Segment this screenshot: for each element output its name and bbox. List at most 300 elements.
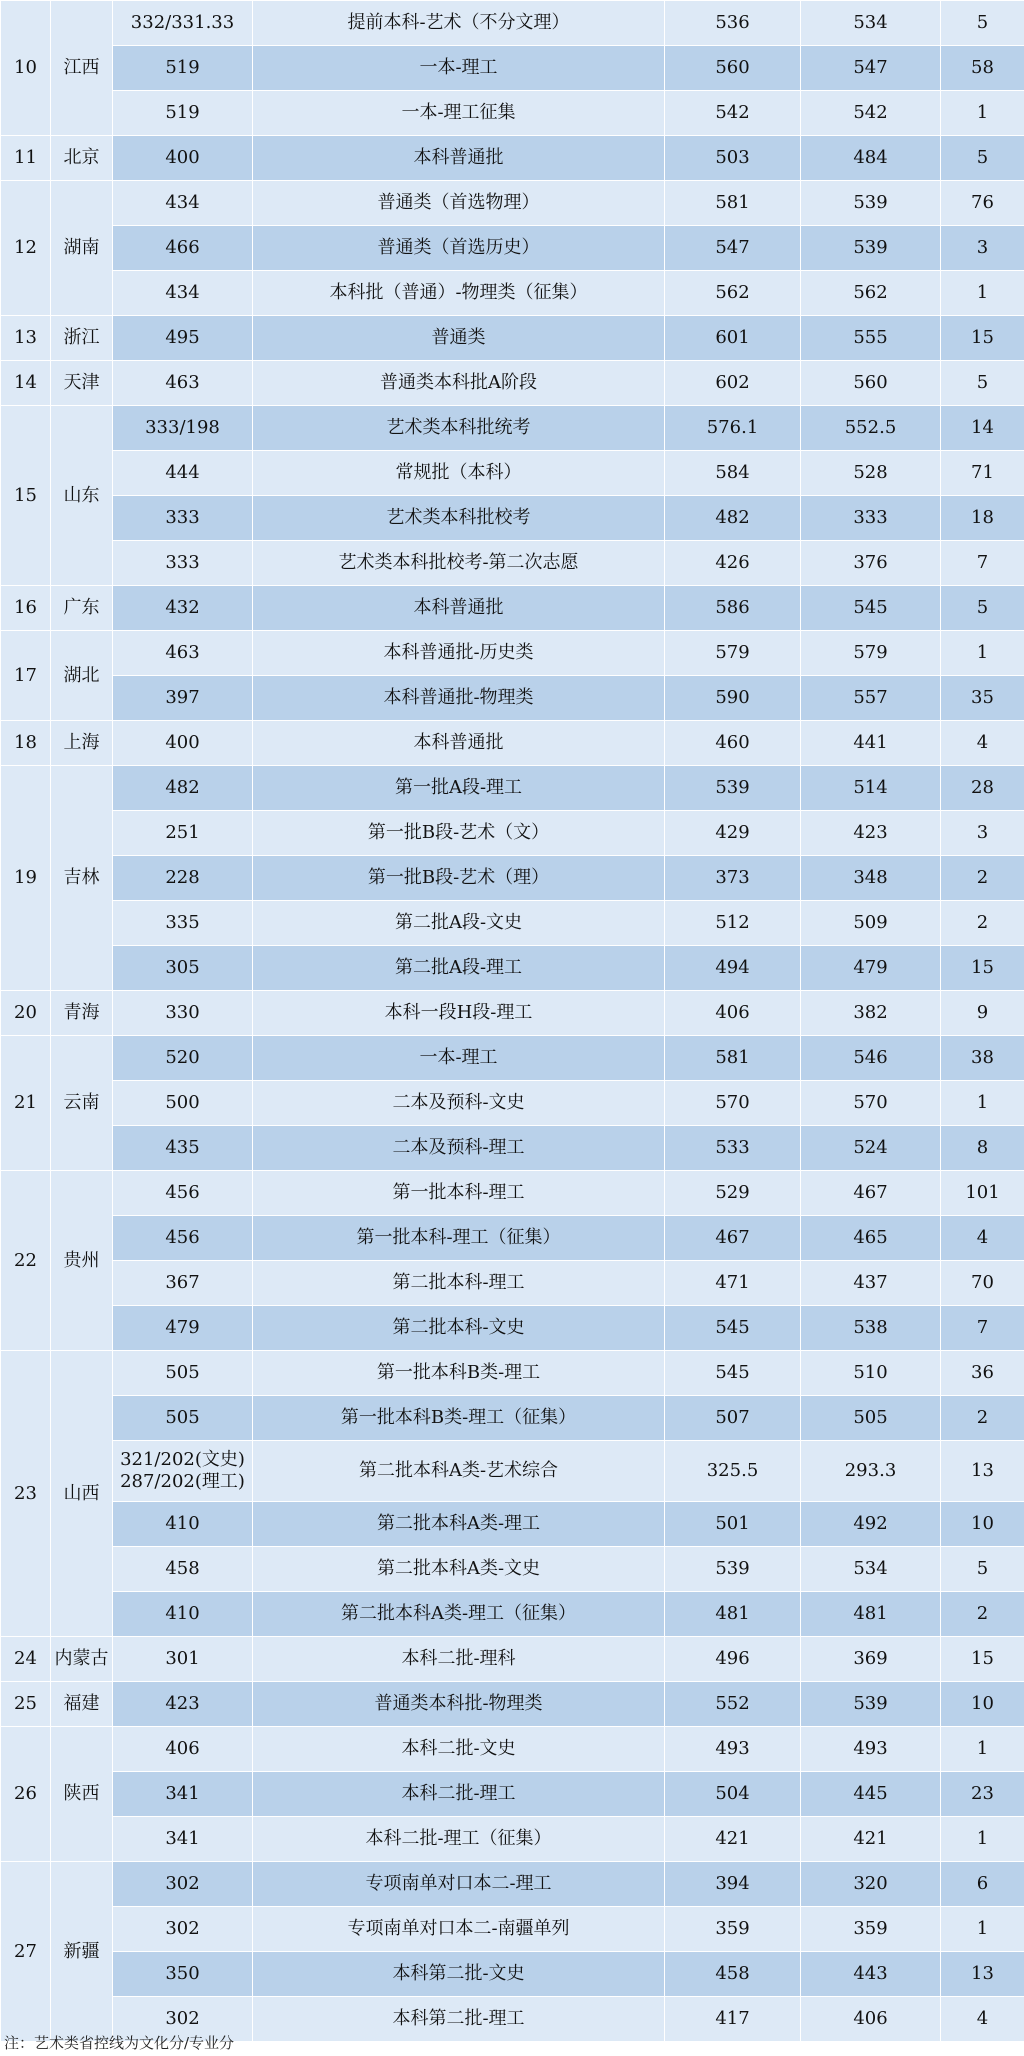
min-score-cell: 493 <box>801 1727 941 1772</box>
count-cell: 5 <box>941 361 1024 406</box>
table-row <box>1 1306 1024 1351</box>
table-row <box>1 181 1024 226</box>
province-number-cell: 22 <box>1 1171 51 1351</box>
table-row <box>1 991 1024 1036</box>
province-number-cell: 14 <box>1 361 51 406</box>
control-line-cell: 435 <box>113 1126 253 1171</box>
count-cell: 5 <box>941 1 1024 46</box>
control-line-cell: 330 <box>113 991 253 1036</box>
max-score-cell: 579 <box>665 631 801 676</box>
count-cell: 15 <box>941 1637 1024 1682</box>
count-cell: 5 <box>941 136 1024 181</box>
province-name-cell: 云南 <box>51 1036 113 1171</box>
max-score-cell: 429 <box>665 811 801 856</box>
control-line-text: 287/202(理工) <box>120 1471 245 1492</box>
table-row <box>1 496 1024 541</box>
min-score-cell: 406 <box>801 1997 941 2042</box>
batch-cell: 艺术类本科批统考 <box>253 406 665 451</box>
table-row <box>1 1171 1024 1216</box>
min-score-cell: 528 <box>801 451 941 496</box>
max-score-cell: 394 <box>665 1862 801 1907</box>
min-score-cell: 524 <box>801 1126 941 1171</box>
control-line-cell: 400 <box>113 721 253 766</box>
province-number-cell: 13 <box>1 316 51 361</box>
control-line-cell: 410 <box>113 1592 253 1637</box>
batch-cell: 本科第二批-文史 <box>253 1952 665 1997</box>
min-score-cell: 547 <box>801 46 941 91</box>
count-cell: 2 <box>941 901 1024 946</box>
batch-cell: 第二批A段-文史 <box>253 901 665 946</box>
count-cell: 18 <box>941 496 1024 541</box>
province-number-cell: 19 <box>1 766 51 991</box>
min-score-cell: 437 <box>801 1261 941 1306</box>
control-line-cell: 406 <box>113 1727 253 1772</box>
province-name-cell: 山东 <box>51 406 113 586</box>
count-cell: 23 <box>941 1772 1024 1817</box>
control-line-cell: 479 <box>113 1306 253 1351</box>
table-row <box>1 766 1024 811</box>
table-row <box>1 226 1024 271</box>
count-cell: 13 <box>941 1952 1024 1997</box>
table-row <box>1 901 1024 946</box>
min-score-cell: 534 <box>801 1547 941 1592</box>
min-score-cell: 320 <box>801 1862 941 1907</box>
batch-cell: 本科普通批-物理类 <box>253 676 665 721</box>
max-score-cell: 359 <box>665 1907 801 1952</box>
count-cell: 9 <box>941 991 1024 1036</box>
min-score-cell: 376 <box>801 541 941 586</box>
max-score-cell: 373 <box>665 856 801 901</box>
batch-cell: 第二批本科-理工 <box>253 1261 665 1306</box>
min-score-cell: 481 <box>801 1592 941 1637</box>
count-cell: 1 <box>941 1817 1024 1862</box>
count-cell: 14 <box>941 406 1024 451</box>
max-score-cell: 494 <box>665 946 801 991</box>
table-row <box>1 1216 1024 1261</box>
max-score-cell: 545 <box>665 1306 801 1351</box>
control-line-cell: 400 <box>113 136 253 181</box>
province-name-cell: 广东 <box>51 586 113 631</box>
table-row <box>1 1637 1024 1682</box>
min-score-cell: 552.5 <box>801 406 941 451</box>
max-score-cell: 539 <box>665 766 801 811</box>
max-score-cell: 545 <box>665 1351 801 1396</box>
control-line-cell: 228 <box>113 856 253 901</box>
min-score-cell: 421 <box>801 1817 941 1862</box>
province-number-cell: 27 <box>1 1862 51 2042</box>
table-row <box>1 1547 1024 1592</box>
batch-cell: 艺术类本科批校考 <box>253 496 665 541</box>
batch-cell: 第二批A段-理工 <box>253 946 665 991</box>
count-cell: 3 <box>941 811 1024 856</box>
province-number-cell: 15 <box>1 406 51 586</box>
province-name-cell: 湖南 <box>51 181 113 316</box>
batch-cell: 普通类本科批-物理类 <box>253 1682 665 1727</box>
table-row <box>1 1441 1024 1502</box>
min-score-cell: 505 <box>801 1396 941 1441</box>
table-row <box>1 1036 1024 1081</box>
min-score-cell: 538 <box>801 1306 941 1351</box>
max-score-cell: 503 <box>665 136 801 181</box>
table-row <box>1 721 1024 766</box>
province-number-cell: 12 <box>1 181 51 316</box>
control-line-cell: 305 <box>113 946 253 991</box>
control-line-cell: 301 <box>113 1637 253 1682</box>
control-line-cell: 341 <box>113 1817 253 1862</box>
batch-cell: 艺术类本科批校考-第二次志愿 <box>253 541 665 586</box>
batch-cell: 一本-理工征集 <box>253 91 665 136</box>
control-line-cell: 458 <box>113 1547 253 1592</box>
max-score-cell: 458 <box>665 1952 801 1997</box>
province-number-cell: 20 <box>1 991 51 1036</box>
max-score-cell: 421 <box>665 1817 801 1862</box>
batch-cell: 第一批本科B类-理工（征集） <box>253 1396 665 1441</box>
province-number-cell: 16 <box>1 586 51 631</box>
table-row <box>1 1907 1024 1952</box>
max-score-cell: 539 <box>665 1547 801 1592</box>
max-score-cell: 471 <box>665 1261 801 1306</box>
control-line-cell: 519 <box>113 46 253 91</box>
batch-cell: 普通类 <box>253 316 665 361</box>
batch-cell: 本科普通批 <box>253 721 665 766</box>
batch-cell: 本科二批-理科 <box>253 1637 665 1682</box>
table-row <box>1 1351 1024 1396</box>
count-cell: 1 <box>941 271 1024 316</box>
table-row <box>1 406 1024 451</box>
count-cell: 10 <box>941 1682 1024 1727</box>
count-cell: 38 <box>941 1036 1024 1081</box>
min-score-cell: 479 <box>801 946 941 991</box>
max-score-cell: 512 <box>665 901 801 946</box>
max-score-cell: 581 <box>665 181 801 226</box>
province-number-cell: 17 <box>1 631 51 721</box>
table-row <box>1 586 1024 631</box>
batch-cell: 二本及预科-文史 <box>253 1081 665 1126</box>
control-line-cell: 333 <box>113 541 253 586</box>
control-line-cell: 333/198 <box>113 406 253 451</box>
max-score-cell: 570 <box>665 1081 801 1126</box>
count-cell: 6 <box>941 1862 1024 1907</box>
control-line-cell: 367 <box>113 1261 253 1306</box>
max-score-cell: 586 <box>665 586 801 631</box>
province-number-cell: 23 <box>1 1351 51 1637</box>
control-line-cell <box>113 1441 253 1502</box>
control-line-cell: 302 <box>113 1907 253 1952</box>
count-cell: 4 <box>941 1216 1024 1261</box>
batch-cell: 本科二批-理工（征集） <box>253 1817 665 1862</box>
table-row <box>1 271 1024 316</box>
count-cell: 15 <box>941 946 1024 991</box>
batch-cell: 第二批本科A类-理工 <box>253 1502 665 1547</box>
province-number-cell: 21 <box>1 1036 51 1171</box>
control-line-cell: 520 <box>113 1036 253 1081</box>
max-score-cell: 496 <box>665 1637 801 1682</box>
max-score-cell: 590 <box>665 676 801 721</box>
count-cell: 35 <box>941 676 1024 721</box>
table-row <box>1 1592 1024 1637</box>
table-row <box>1 1817 1024 1862</box>
province-name-cell: 上海 <box>51 721 113 766</box>
max-score-cell: 325.5 <box>665 1441 801 1502</box>
count-cell: 1 <box>941 1907 1024 1952</box>
min-score-cell: 333 <box>801 496 941 541</box>
count-cell: 4 <box>941 721 1024 766</box>
min-score-cell: 445 <box>801 1772 941 1817</box>
province-name-cell: 福建 <box>51 1682 113 1727</box>
min-score-cell: 423 <box>801 811 941 856</box>
min-score-cell: 514 <box>801 766 941 811</box>
batch-cell: 本科第二批-理工 <box>253 1997 665 2042</box>
control-line-cell: 519 <box>113 91 253 136</box>
table-row <box>1 136 1024 181</box>
batch-cell: 第二批本科-文史 <box>253 1306 665 1351</box>
min-score-cell: 382 <box>801 991 941 1036</box>
count-cell: 4 <box>941 1997 1024 2042</box>
table-row <box>1 1862 1024 1907</box>
batch-cell: 一本-理工 <box>253 1036 665 1081</box>
batch-cell: 第一批本科B类-理工 <box>253 1351 665 1396</box>
count-cell: 70 <box>941 1261 1024 1306</box>
min-score-cell: 546 <box>801 1036 941 1081</box>
max-score-cell: 482 <box>665 496 801 541</box>
control-line-cell: 495 <box>113 316 253 361</box>
batch-cell: 第一批A段-理工 <box>253 766 665 811</box>
count-cell: 3 <box>941 226 1024 271</box>
min-score-cell: 560 <box>801 361 941 406</box>
table-row <box>1 1 1024 46</box>
max-score-cell: 406 <box>665 991 801 1036</box>
count-cell: 7 <box>941 541 1024 586</box>
control-line-cell: 434 <box>113 181 253 226</box>
batch-cell: 二本及预科-理工 <box>253 1126 665 1171</box>
province-number-cell: 18 <box>1 721 51 766</box>
batch-cell: 本科普通批 <box>253 136 665 181</box>
max-score-cell: 417 <box>665 1997 801 2042</box>
province-name-cell: 北京 <box>51 136 113 181</box>
min-score-cell: 484 <box>801 136 941 181</box>
min-score-cell: 465 <box>801 1216 941 1261</box>
max-score-cell: 460 <box>665 721 801 766</box>
province-name-cell: 山西 <box>51 1351 113 1637</box>
batch-cell: 常规批（本科） <box>253 451 665 496</box>
min-score-cell: 545 <box>801 586 941 631</box>
batch-cell: 本科一段H段-理工 <box>253 991 665 1036</box>
footnote: 注：艺术类省控线为文化分/专业分 <box>4 2034 235 2052</box>
min-score-cell: 441 <box>801 721 941 766</box>
count-cell: 36 <box>941 1351 1024 1396</box>
count-cell: 7 <box>941 1306 1024 1351</box>
control-line-cell: 335 <box>113 901 253 946</box>
max-score-cell: 576.1 <box>665 406 801 451</box>
table-row <box>1 811 1024 856</box>
control-line-cell: 505 <box>113 1351 253 1396</box>
table-row <box>1 631 1024 676</box>
min-score-cell: 509 <box>801 901 941 946</box>
count-cell: 5 <box>941 586 1024 631</box>
table-row <box>1 91 1024 136</box>
control-line-cell: 505 <box>113 1396 253 1441</box>
batch-cell: 本科普通批 <box>253 586 665 631</box>
count-cell: 71 <box>941 451 1024 496</box>
table-row <box>1 1126 1024 1171</box>
count-cell: 8 <box>941 1126 1024 1171</box>
province-number-cell: 24 <box>1 1637 51 1682</box>
count-cell: 2 <box>941 1592 1024 1637</box>
control-line-cell: 432 <box>113 586 253 631</box>
count-cell: 1 <box>941 1727 1024 1772</box>
table-row <box>1 856 1024 901</box>
count-cell: 2 <box>941 856 1024 901</box>
table-body <box>1 1 1024 2042</box>
count-cell: 1 <box>941 91 1024 136</box>
table-row <box>1 946 1024 991</box>
batch-cell: 第二批本科A类-文史 <box>253 1547 665 1592</box>
min-score-cell: 492 <box>801 1502 941 1547</box>
batch-cell: 第一批B段-艺术（理） <box>253 856 665 901</box>
province-name-cell: 吉林 <box>51 766 113 991</box>
table-row <box>1 1261 1024 1306</box>
max-score-cell: 501 <box>665 1502 801 1547</box>
batch-cell: 本科二批-理工 <box>253 1772 665 1817</box>
count-cell: 5 <box>941 1547 1024 1592</box>
batch-cell: 提前本科-艺术（不分文理） <box>253 1 665 46</box>
province-number-cell: 11 <box>1 136 51 181</box>
control-line-cell: 434 <box>113 271 253 316</box>
batch-cell: 本科批（普通）-物理类（征集） <box>253 271 665 316</box>
control-line-cell: 397 <box>113 676 253 721</box>
control-line-cell: 333 <box>113 496 253 541</box>
table-row <box>1 1682 1024 1727</box>
province-number-cell: 10 <box>1 1 51 136</box>
count-cell: 1 <box>941 631 1024 676</box>
province-name-cell: 贵州 <box>51 1171 113 1351</box>
control-line-cell: 302 <box>113 1862 253 1907</box>
min-score-cell: 542 <box>801 91 941 136</box>
max-score-cell: 504 <box>665 1772 801 1817</box>
table-row <box>1 1081 1024 1126</box>
control-line-cell: 463 <box>113 631 253 676</box>
max-score-cell: 529 <box>665 1171 801 1216</box>
max-score-cell: 560 <box>665 46 801 91</box>
table-row <box>1 361 1024 406</box>
control-line-cell: 466 <box>113 226 253 271</box>
province-name-cell: 陕西 <box>51 1727 113 1862</box>
table-row <box>1 676 1024 721</box>
batch-cell: 第一批本科-理工（征集） <box>253 1216 665 1261</box>
province-name-cell: 江西 <box>51 1 113 136</box>
min-score-cell: 539 <box>801 181 941 226</box>
control-line-cell: 482 <box>113 766 253 811</box>
batch-cell: 普通类本科批A阶段 <box>253 361 665 406</box>
batch-cell: 本科普通批-历史类 <box>253 631 665 676</box>
max-score-cell: 507 <box>665 1396 801 1441</box>
max-score-cell: 542 <box>665 91 801 136</box>
control-line-cell: 410 <box>113 1502 253 1547</box>
batch-cell: 第一批B段-艺术（文） <box>253 811 665 856</box>
max-score-cell: 493 <box>665 1727 801 1772</box>
table-row <box>1 46 1024 91</box>
min-score-cell: 348 <box>801 856 941 901</box>
max-score-cell: 536 <box>665 1 801 46</box>
min-score-cell: 539 <box>801 226 941 271</box>
control-line-cell: 251 <box>113 811 253 856</box>
count-cell: 1 <box>941 1081 1024 1126</box>
control-line-cell: 423 <box>113 1682 253 1727</box>
count-cell: 76 <box>941 181 1024 226</box>
min-score-cell: 534 <box>801 1 941 46</box>
table-row <box>1 451 1024 496</box>
min-score-cell: 443 <box>801 1952 941 1997</box>
province-name-cell: 天津 <box>51 361 113 406</box>
max-score-cell: 601 <box>665 316 801 361</box>
min-score-cell: 467 <box>801 1171 941 1216</box>
control-line-cell: 444 <box>113 451 253 496</box>
control-line-cell: 456 <box>113 1216 253 1261</box>
province-name-cell: 内蒙古 <box>51 1637 113 1682</box>
count-cell: 15 <box>941 316 1024 361</box>
table-row <box>1 1772 1024 1817</box>
table-row <box>1 1502 1024 1547</box>
batch-cell: 普通类（首选历史） <box>253 226 665 271</box>
control-line-cell: 500 <box>113 1081 253 1126</box>
batch-cell: 专项南单对口本二-理工 <box>253 1862 665 1907</box>
batch-cell: 一本-理工 <box>253 46 665 91</box>
control-line-cell: 332/331.33 <box>113 1 253 46</box>
max-score-cell: 533 <box>665 1126 801 1171</box>
count-cell: 28 <box>941 766 1024 811</box>
max-score-cell: 602 <box>665 361 801 406</box>
table-row <box>1 1952 1024 1997</box>
count-cell: 10 <box>941 1502 1024 1547</box>
control-line-cell: 302 <box>113 1997 253 2042</box>
min-score-cell: 562 <box>801 271 941 316</box>
batch-cell: 第一批本科-理工 <box>253 1171 665 1216</box>
min-score-cell: 359 <box>801 1907 941 1952</box>
count-cell: 13 <box>941 1441 1024 1502</box>
batch-cell: 第二批本科A类-艺术综合 <box>253 1441 665 1502</box>
table-row <box>1 1396 1024 1441</box>
min-score-cell: 510 <box>801 1351 941 1396</box>
batch-cell: 第二批本科A类-理工（征集） <box>253 1592 665 1637</box>
province-name-cell: 湖北 <box>51 631 113 721</box>
min-score-cell: 293.3 <box>801 1441 941 1502</box>
max-score-cell: 481 <box>665 1592 801 1637</box>
batch-cell: 普通类（首选物理） <box>253 181 665 226</box>
max-score-cell: 426 <box>665 541 801 586</box>
control-line-cell: 456 <box>113 1171 253 1216</box>
batch-cell: 本科二批-文史 <box>253 1727 665 1772</box>
province-name-cell: 浙江 <box>51 316 113 361</box>
control-line-cell: 350 <box>113 1952 253 1997</box>
min-score-cell: 557 <box>801 676 941 721</box>
table-row <box>1 316 1024 361</box>
min-score-cell: 570 <box>801 1081 941 1126</box>
min-score-cell: 579 <box>801 631 941 676</box>
control-line-cell: 463 <box>113 361 253 406</box>
max-score-cell: 562 <box>665 271 801 316</box>
max-score-cell: 581 <box>665 1036 801 1081</box>
max-score-cell: 547 <box>665 226 801 271</box>
control-line-cell: 341 <box>113 1772 253 1817</box>
min-score-cell: 539 <box>801 1682 941 1727</box>
table-row <box>1 1727 1024 1772</box>
control-line-text: 321/202(文史) <box>120 1449 245 1470</box>
batch-cell: 专项南单对口本二-南疆单列 <box>253 1907 665 1952</box>
max-score-cell: 584 <box>665 451 801 496</box>
province-name-cell: 新疆 <box>51 1862 113 2042</box>
min-score-cell: 369 <box>801 1637 941 1682</box>
max-score-cell: 467 <box>665 1216 801 1261</box>
